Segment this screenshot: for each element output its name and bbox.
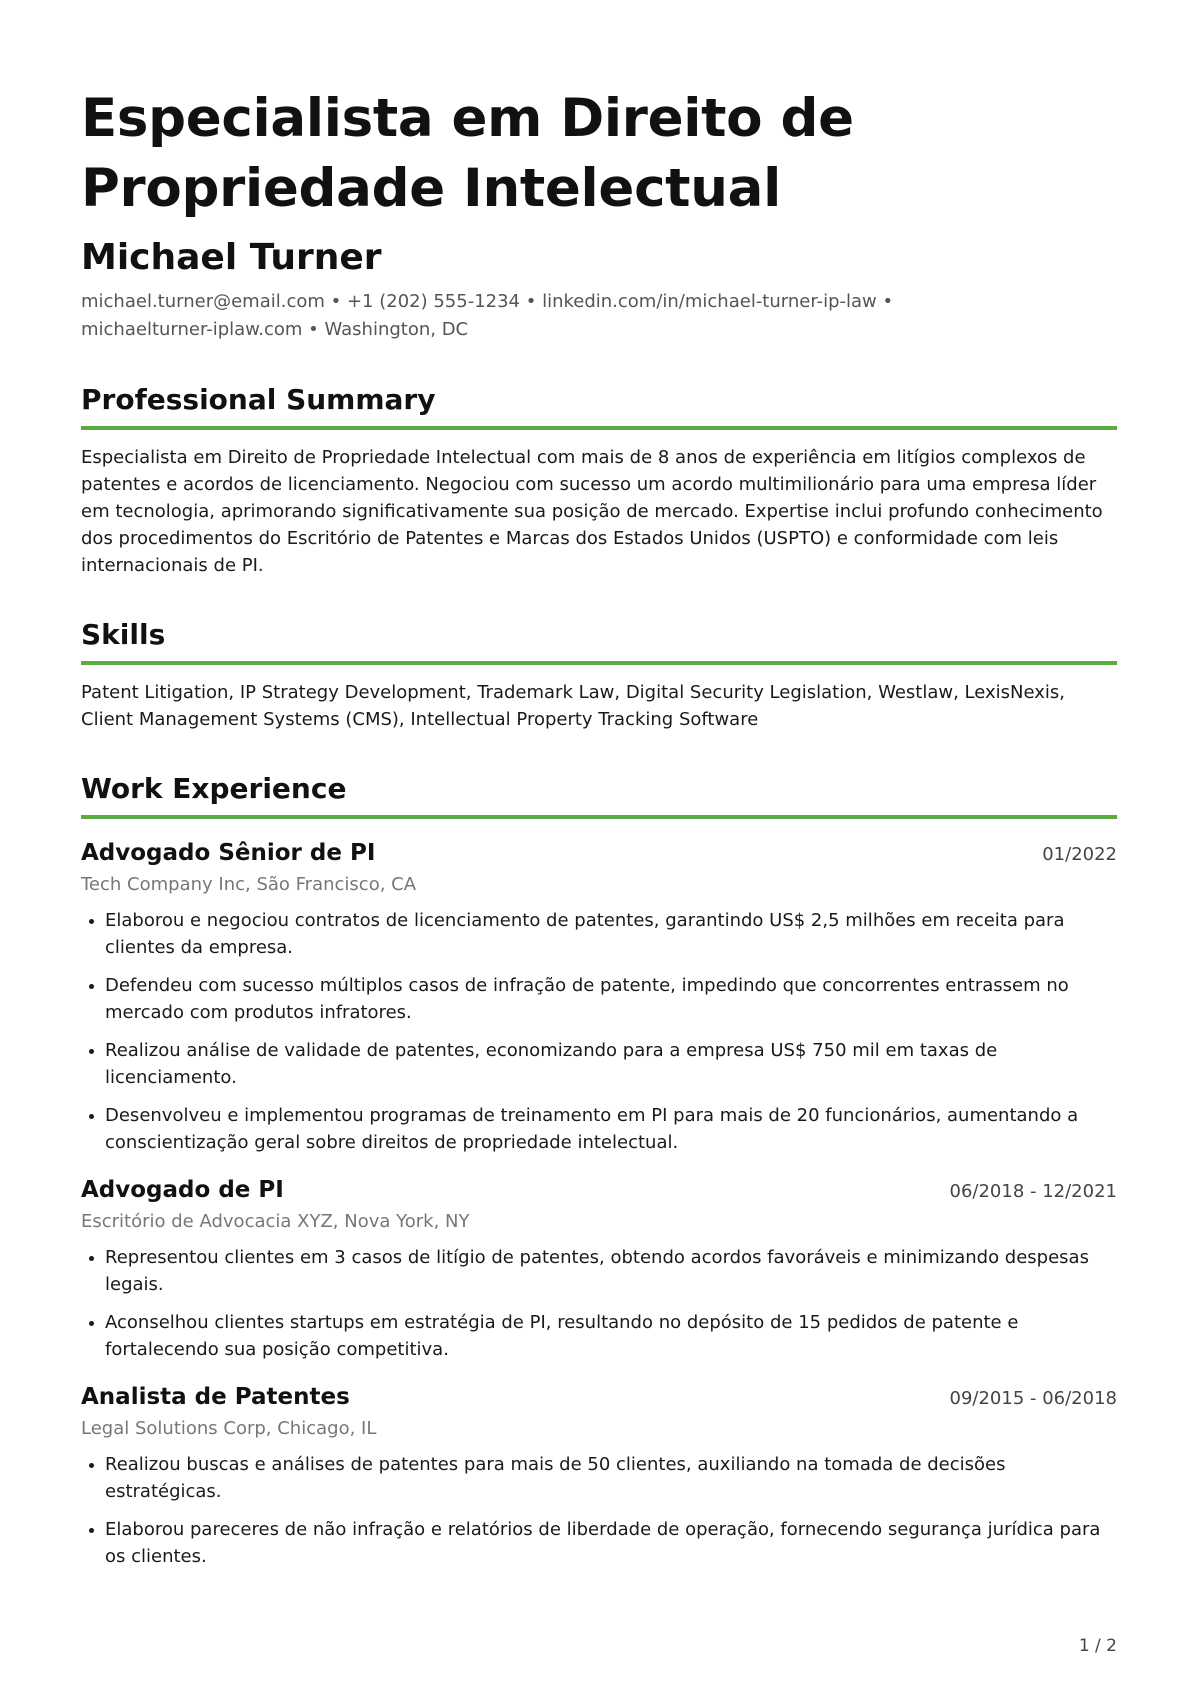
contact-line-1: michael.turner@email.com • +1 (202) 555-1234 • linkedin.com/in/michael-turner-ip-law •: [81, 291, 894, 312]
contact-line-2: michaelturner-iplaw.com • Washington, DC: [81, 319, 469, 340]
job-bullets: [81, 907, 1117, 1156]
job-bullet: Realizou buscas e análises de patentes para mais de 50 clientes, auxiliando na tomada de decisões estratégicas.: [81, 1451, 1117, 1505]
job-entry: [81, 1174, 1117, 1363]
contact-line: [81, 288, 1117, 344]
job-title: Advogado Sênior de PI: [81, 840, 376, 866]
skills-heading: Skills: [81, 617, 1117, 665]
job-bullet: Elaborou e negociou contratos de licenciamento de patentes, garantindo US$ 2,5 milhões em receita para clientes da empresa.: [81, 907, 1117, 961]
summary-section: [81, 382, 1117, 579]
job-bullet: Defendeu com sucesso múltiplos casos de infração de patente, impedindo que concorrentes entrassem no mercado com produtos infratores.: [81, 972, 1117, 1026]
job-bullet: Aconselhou clientes startups em estratégia de PI, resultando no depósito de 15 pedidos de patente e fortalecendo sua posição competitiva.: [81, 1309, 1117, 1363]
skills-section: [81, 617, 1117, 733]
job-bullets: [81, 1244, 1117, 1363]
job-company: Tech Company Inc, São Francisco, CA: [81, 874, 417, 895]
job-company: Legal Solutions Corp, Chicago, IL: [81, 1418, 377, 1439]
job-title: Analista de Patentes: [81, 1384, 350, 1410]
resume-title: Especialista em Direito de Propriedade Intelectual: [81, 88, 854, 219]
summary-heading: Professional Summary: [81, 382, 1117, 430]
skills-text: Patent Litigation, IP Strategy Development, Trademark Law, Digital Security Legislation, Westlaw, LexisNexis, Client Management Systems (CMS), Intellectual Property Tracking Software: [81, 682, 1066, 730]
experience-heading: Work Experience: [81, 771, 1117, 819]
job-bullet: Elaborou pareceres de não infração e relatórios de liberdade de operação, fornecendo segurança jurídica para os clientes.: [81, 1516, 1117, 1570]
job-date: 06/2018 - 12/2021: [949, 1181, 1117, 1202]
summary-text: Especialista em Direito de Propriedade Intelectual com mais de 8 anos de experiência em litígios complexos de patentes e acordos de licenciamento. Negociou com sucesso um acordo multimilionário para uma empresa líder em tecnologia, aprimorando significativamente sua posição de mercado. Expertise inclui profundo conhecimento dos procedimentos do Escritório de Patentes e Marcas dos Estados Unidos (USPTO) e conformidade com leis internacionais de PI.: [81, 447, 1103, 576]
resume-page: [81, 84, 1117, 1581]
job-company: Escritório de Advocacia XYZ, Nova York, NY: [81, 1211, 470, 1232]
job-bullet: Desenvolveu e implementou programas de treinamento em PI para mais de 20 funcionários, aumentando a conscientização geral sobre direitos de propriedade intelectual.: [81, 1102, 1117, 1156]
job-date: 01/2022: [1042, 844, 1117, 865]
job-entry: [81, 837, 1117, 1156]
job-date: 09/2015 - 06/2018: [949, 1388, 1117, 1409]
experience-section: [81, 771, 1117, 1570]
job-bullets: [81, 1451, 1117, 1570]
person-name: Michael Turner: [81, 237, 382, 278]
job-entry: [81, 1381, 1117, 1570]
job-bullet: Realizou análise de validade de patentes, economizando para a empresa US$ 750 mil em taxas de licenciamento.: [81, 1037, 1117, 1091]
job-title: Advogado de PI: [81, 1177, 284, 1203]
page-number: 1 / 2: [1078, 1636, 1117, 1656]
job-bullet: Representou clientes em 3 casos de litígio de patentes, obtendo acordos favoráveis e minimizando despesas legais.: [81, 1244, 1117, 1298]
